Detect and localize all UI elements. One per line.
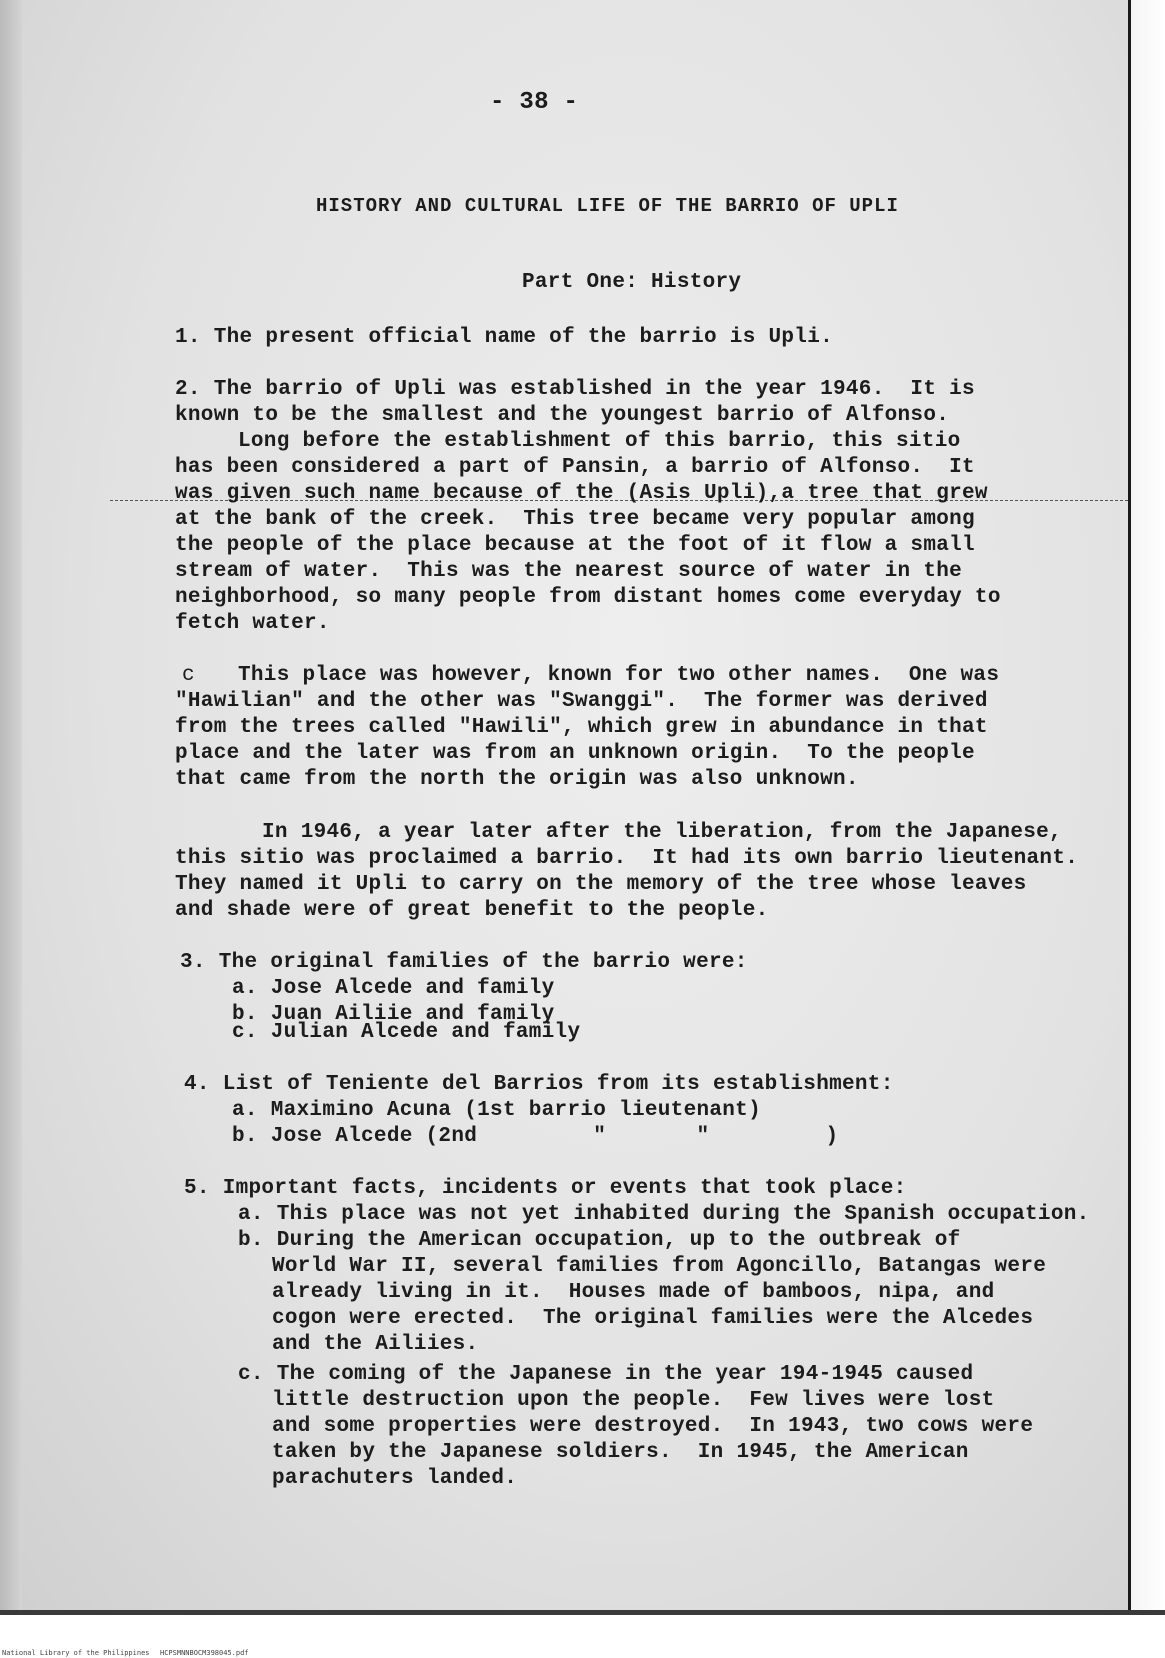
names-paragraph-line: This place was however, known for two other names. One was	[238, 664, 1000, 687]
part-heading: Part One: History	[522, 271, 742, 294]
event-c-line: and some properties were destroyed. In 1943, two cows were	[272, 1415, 1034, 1438]
origin-paragraph-line: the people of the place because at the foot of it flow a small	[175, 534, 975, 557]
names-paragraph-line: place and the later was from an unknown origin. To the people	[175, 742, 975, 765]
teniente-entry: a. Maximino Acuna (1st barrio lieutenant)	[232, 1099, 761, 1122]
origin-paragraph-line: stream of water. This was the nearest source of water in the	[175, 560, 963, 583]
origin-paragraph-line: at the bank of the creek. This tree became very popular among	[175, 508, 975, 531]
page-number: - 38 -	[490, 89, 579, 116]
family-entry: b. Juan Ailiie and family	[232, 1003, 555, 1026]
event-c-line: c. The coming of the Japanese in the year 194-1945 caused	[238, 1363, 974, 1386]
event-c-line: parachuters landed.	[272, 1467, 518, 1490]
item-3-heading: 3. The original families of the barrio were:	[180, 951, 748, 974]
document-title: HISTORY AND CULTURAL LIFE OF THE BARRIO OF UPLI	[316, 195, 899, 217]
barrio-1946-paragraph-line: They named it Upli to carry on the memory of the tree whose leaves	[175, 873, 1027, 896]
scan-edge-right	[1128, 0, 1165, 1658]
item-4-heading: 4. List of Teniente del Barrios from its establishment:	[184, 1073, 894, 1096]
teniente-entry: b. Jose Alcede (2nd " " )	[232, 1125, 839, 1148]
origin-paragraph-line: has been considered a part of Pansin, a barrio of Alfonso. It	[175, 456, 975, 479]
item-2-line: known to be the smallest and the youngest barrio of Alfonso.	[175, 404, 950, 427]
event-b-line: already living in it. Houses made of bamboos, nipa, and	[272, 1281, 995, 1304]
item-1-official-name: 1. The present official name of the barrio is Upli.	[175, 326, 834, 349]
footer-filename: HCPSMNNBOCM398045.pdf	[160, 1649, 249, 1657]
event-b-line: World War II, several families from Agoncillo, Batangas were	[272, 1255, 1047, 1278]
footer-library-credit: National Library of the Philippines	[2, 1649, 150, 1657]
barrio-1946-paragraph-line: and shade were of great benefit to the people.	[175, 899, 769, 922]
event-c-line: little destruction upon the people. Few lives were lost	[272, 1389, 995, 1412]
scan-edge-left	[0, 0, 22, 1658]
item-5-heading: 5. Important facts, incidents or events that took place:	[184, 1177, 907, 1200]
barrio-1946-paragraph-line: In 1946, a year later after the liberation, from the Japanese,	[262, 821, 1062, 844]
names-paragraph-line: that came from the north the origin was also unknown.	[175, 768, 859, 791]
event-b-line: b. During the American occupation, up to the outbreak of	[238, 1229, 961, 1252]
origin-paragraph-line: fetch water.	[175, 612, 330, 635]
event-b-line: and the Ailiies.	[272, 1333, 479, 1356]
family-entry: a. Jose Alcede and family	[232, 977, 555, 1000]
barrio-1946-paragraph-line: this sitio was proclaimed a barrio. It had its own barrio lieutenant.	[175, 847, 1079, 870]
family-entry: c. Julian Alcede and family	[232, 1021, 581, 1044]
names-paragraph-line: "Hawilian" and the other was "Swanggi". The former was derived	[175, 690, 988, 713]
event-b-line: cogon were erected. The original families were the Alcedes	[272, 1307, 1034, 1330]
stray-mark: c	[182, 664, 195, 687]
origin-paragraph-line: Long before the establishment of this barrio, this sitio	[238, 430, 961, 453]
event-a: a. This place was not yet inhabited during the Spanish occupation.	[238, 1203, 1090, 1226]
event-c-line: taken by the Japanese soldiers. In 1945, the American	[272, 1441, 969, 1464]
origin-paragraph-line: was given such name because of the (Asis Upli),a tree that grew	[175, 482, 988, 505]
item-2-line: 2. The barrio of Upli was established in the year 1946. It is	[175, 378, 975, 401]
names-paragraph-line: from the trees called "Hawili", which grew in abundance in that	[175, 716, 988, 739]
origin-paragraph-line: neighborhood, so many people from distant homes come everyday to	[175, 586, 1001, 609]
